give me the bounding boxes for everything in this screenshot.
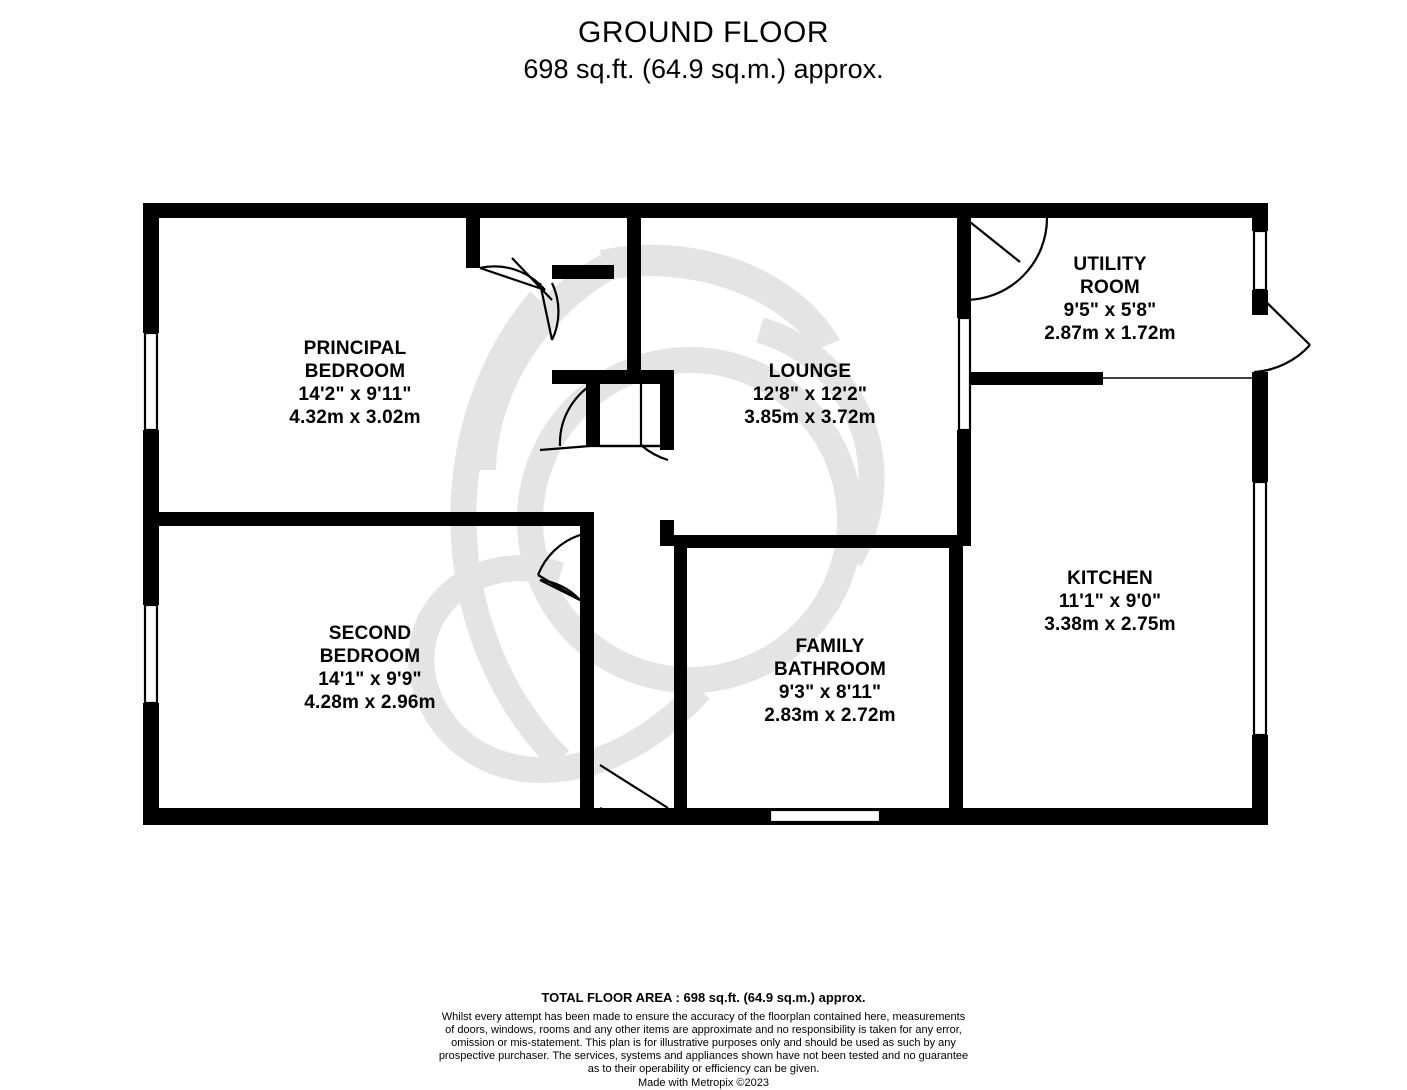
room-name-line2: BEDROOM [304, 361, 406, 382]
room-name-line1: FAMILY [795, 636, 865, 657]
room-name-line1: SECOND [328, 623, 412, 644]
footer-block [0, 988, 1407, 1090]
room-name-line2: ROOM [1080, 277, 1140, 298]
room-dims-metric: 4.28m x 2.96m [304, 692, 436, 713]
page-subtitle: 698 sq.ft. (64.9 sq.m.) approx. [523, 54, 884, 84]
room-dims-metric: 3.38m x 2.75m [1044, 614, 1176, 635]
room-dims-imperial: 14'1" x 9'9" [318, 669, 422, 690]
room-name-line1: KITCHEN [1067, 568, 1153, 589]
room-label-lounge [660, 360, 960, 429]
room-dims-metric: 3.85m x 3.72m [744, 407, 876, 428]
page-title: GROUND FLOOR [577, 16, 829, 49]
room-name-line1: UTILITY [1073, 254, 1147, 275]
room-name-line2: BATHROOM [773, 659, 887, 680]
room-dims-imperial: 12'8" x 12'2" [752, 384, 868, 405]
room-name-line1: LOUNGE [768, 361, 852, 382]
room-dims-metric: 4.32m x 3.02m [289, 407, 421, 428]
room-name-line1: PRINCIPAL [303, 338, 407, 359]
room-label-second-bedroom [200, 622, 540, 714]
disclaimer-line-5: as to their operability or efficiency can be given. [587, 1063, 820, 1075]
room-dims-metric: 2.83m x 2.72m [764, 705, 896, 726]
disclaimer-line-3: omission or mis-statement. This plan is for illustrative purposes only and should be used as such by any [451, 1037, 956, 1049]
room-label-utility-room [960, 253, 1260, 345]
disclaimer-line-2: of doors, windows, rooms and any other items are approximate and no responsibility is taken for any error, [445, 1024, 962, 1036]
room-dims-imperial: 11'1" x 9'0" [1058, 591, 1162, 612]
room-label-family-bathroom [680, 635, 980, 727]
room-label-kitchen [960, 567, 1260, 636]
total-floor-area: TOTAL FLOOR AREA : 698 sq.ft. (64.9 sq.m.) approx. [541, 990, 866, 1005]
room-dims-imperial: 9'3" x 8'11" [778, 682, 882, 703]
made-with-credit: Made with Metropix ©2023 [637, 1077, 769, 1089]
room-dims-metric: 2.87m x 1.72m [1044, 323, 1176, 344]
disclaimer-line-4: prospective purchaser. The services, systems and appliances shown have not been tested and no guarantee [438, 1050, 969, 1062]
room-dims-imperial: 9'5" x 5'8" [1063, 300, 1157, 321]
room-dims-imperial: 14'2" x 9'11" [298, 384, 412, 405]
disclaimer [0, 1011, 1407, 1076]
disclaimer-line-1: Whilst every attempt has been made to ensure the accuracy of the floorplan contained here, measurements [441, 1011, 966, 1023]
room-name-line2: BEDROOM [319, 646, 421, 667]
room-label-principal-bedroom [185, 337, 525, 429]
